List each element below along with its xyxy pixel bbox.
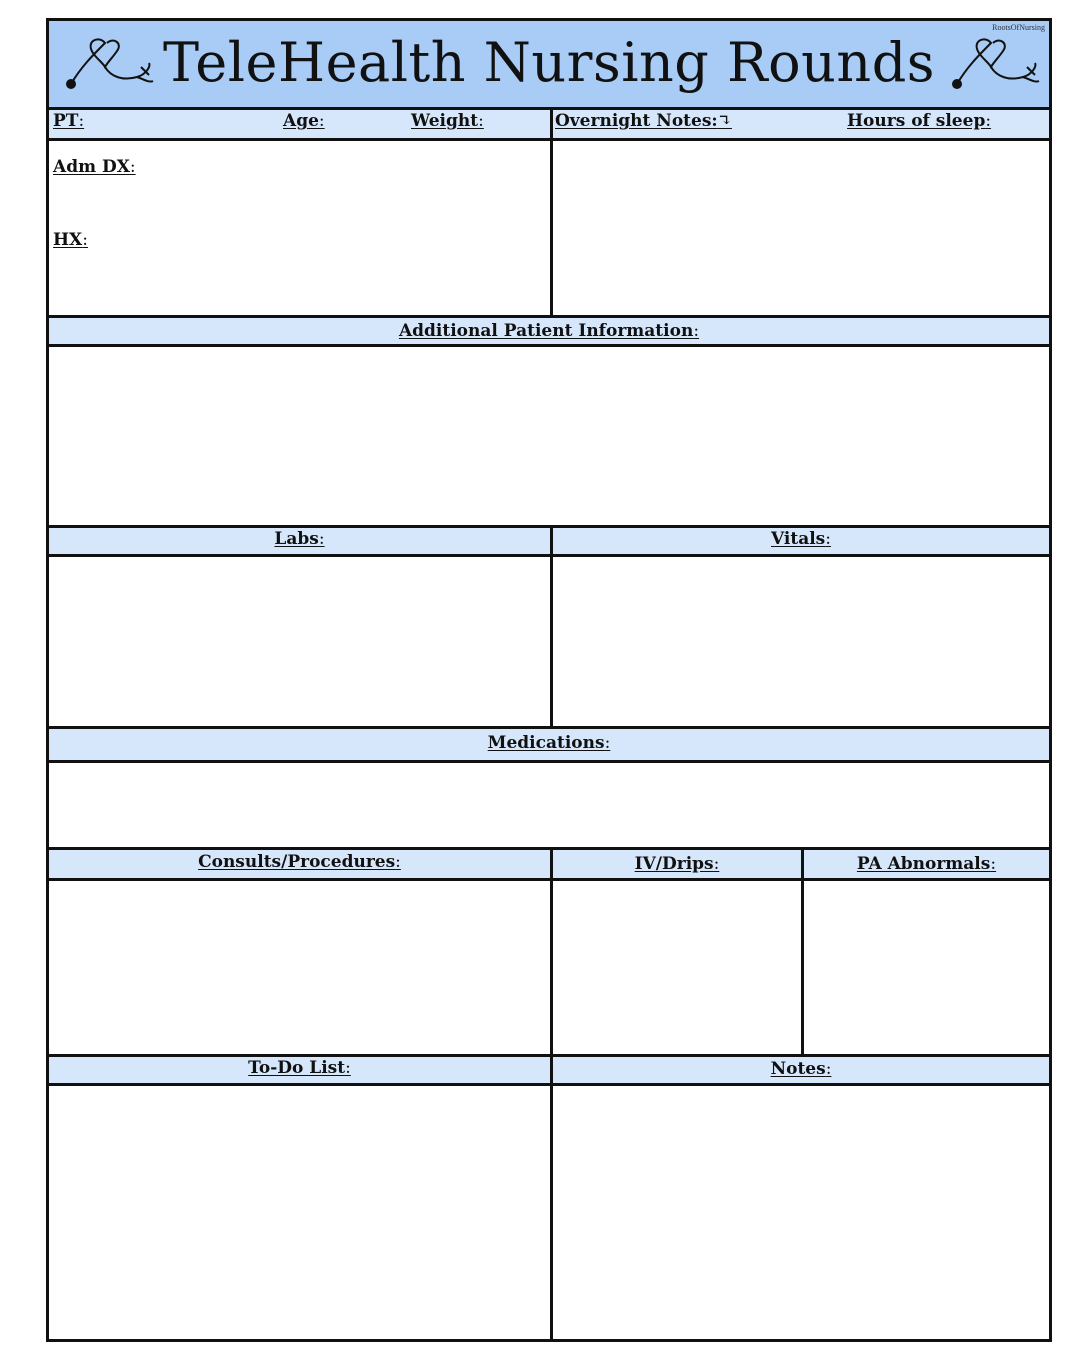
rounds-sheet <box>46 18 1052 1342</box>
divider <box>49 554 1049 557</box>
vitals-label: Vitals: <box>771 529 831 549</box>
hours-of-sleep-label: Hours of sleep: <box>847 111 992 131</box>
credit-text: RootsOfNursing <box>992 23 1045 32</box>
pa-abnormals-label: PA Abnormals: <box>856 854 997 874</box>
divider <box>550 110 553 318</box>
age-label: Age: <box>283 111 325 131</box>
page-title: TeleHealth Nursing Rounds <box>162 31 935 94</box>
todo-label: To-Do List: <box>248 1058 351 1078</box>
overnight-notes-label: Overnight Notes:↴ <box>555 111 732 131</box>
divider <box>49 138 1049 141</box>
pt-label: PT: <box>53 111 85 131</box>
divider <box>550 528 553 728</box>
divider <box>550 1057 553 1342</box>
divider <box>49 1083 1049 1086</box>
divider <box>801 850 804 1057</box>
stethoscope-heart-icon <box>949 37 1041 93</box>
adm-dx-label: Adm DX: <box>53 157 136 177</box>
divider <box>49 878 1049 881</box>
divider <box>49 760 1049 763</box>
divider <box>550 850 553 1057</box>
medications-label: Medications: <box>487 733 611 753</box>
consults-label: Consults/Procedures: <box>198 852 401 872</box>
weight-label: Weight: <box>411 111 484 131</box>
labs-label: Labs: <box>274 529 325 549</box>
arrow-down-icon: ↴ <box>717 111 732 131</box>
divider <box>49 344 1049 347</box>
additional-info-label: Additional Patient Information: <box>398 321 700 341</box>
hx-label: HX: <box>53 230 88 250</box>
notes-label: Notes: <box>770 1059 832 1079</box>
iv-drips-label: IV/Drips: <box>634 854 720 874</box>
